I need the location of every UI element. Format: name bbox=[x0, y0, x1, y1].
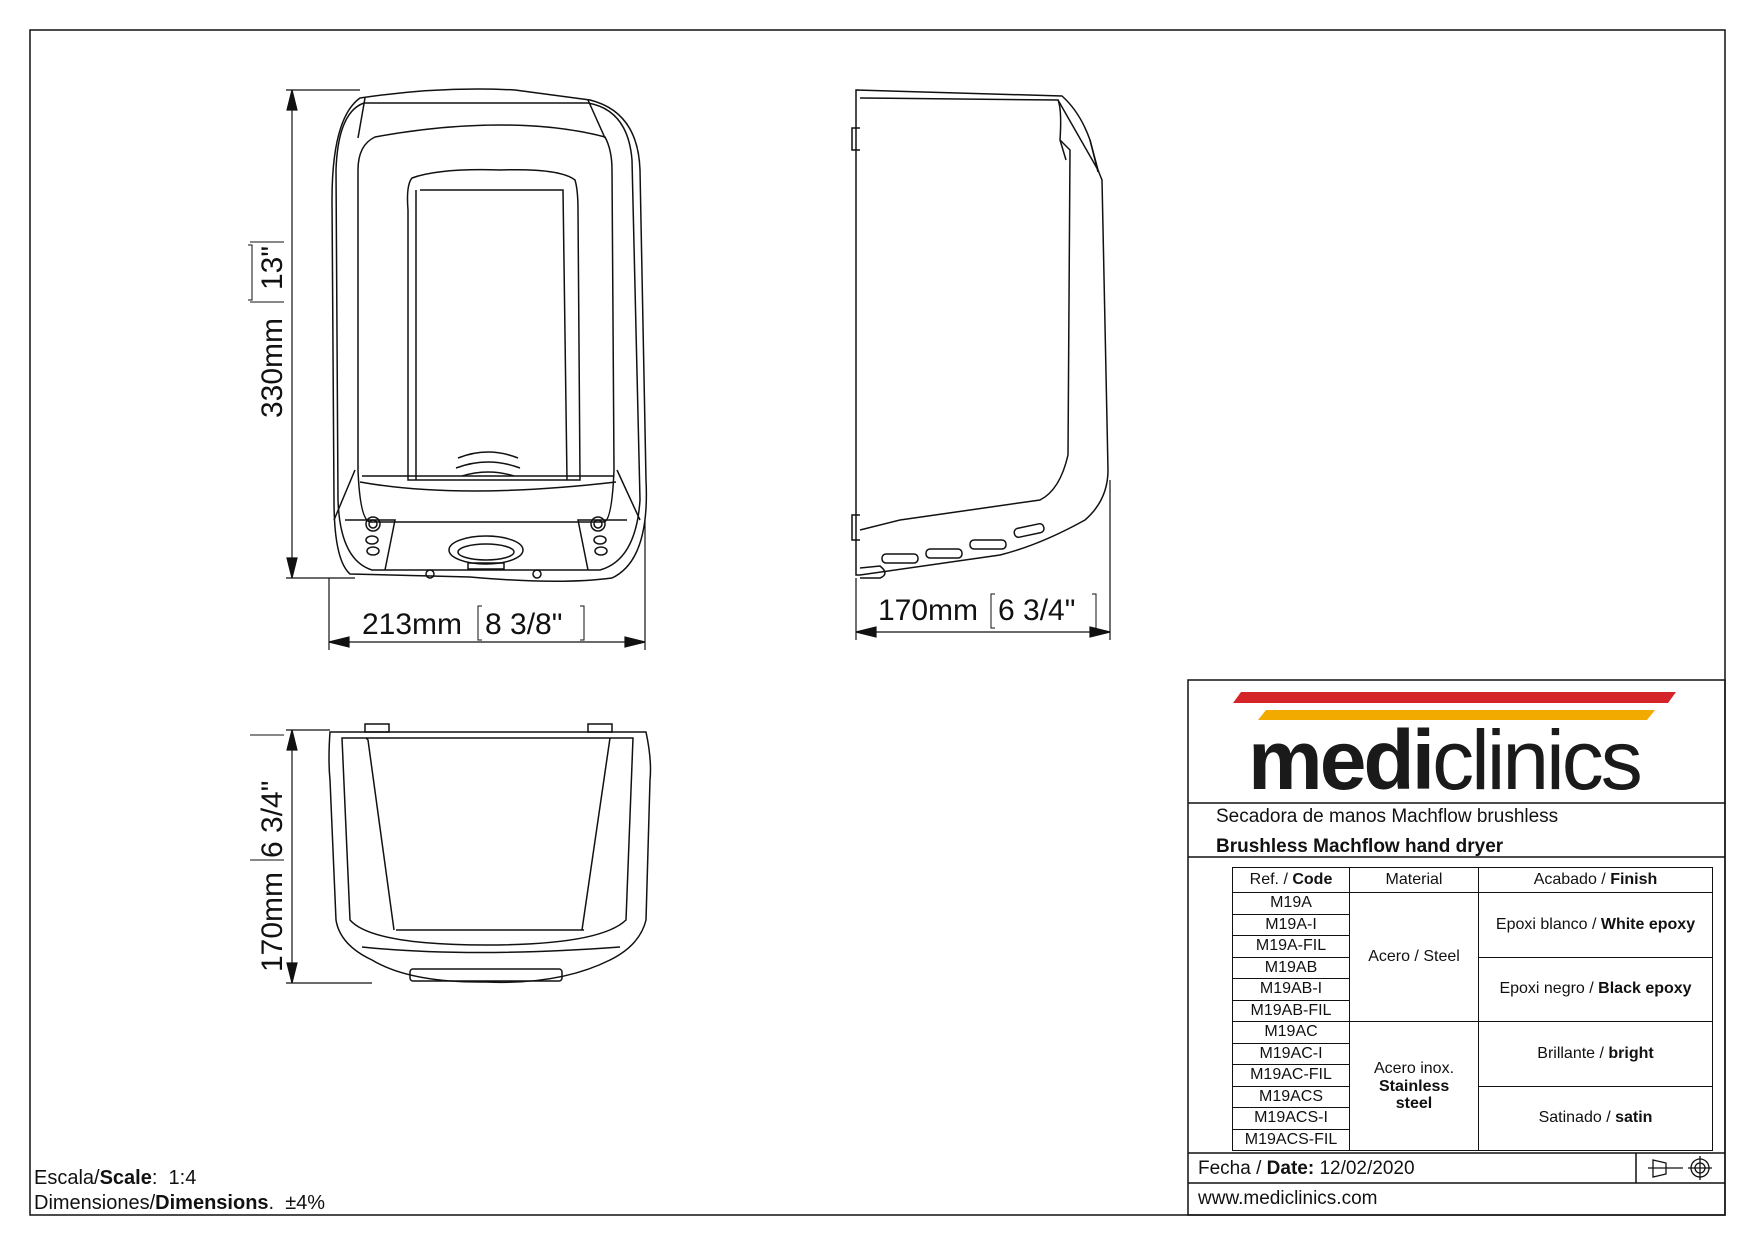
dimensions-tolerance: ±4% bbox=[285, 1192, 326, 1214]
code-cell: M19A bbox=[1233, 893, 1350, 915]
side-depth-in: 6 3/4" bbox=[998, 594, 1076, 627]
date-value: 12/02/2020 bbox=[1319, 1158, 1415, 1179]
title-spanish: Secadora de manos Machflow brushless bbox=[1216, 806, 1559, 827]
codes-table bbox=[1232, 867, 1713, 1151]
front-view bbox=[332, 89, 646, 581]
scale-value: 1:4 bbox=[168, 1167, 197, 1189]
finish-cell: Epoxi negro / Black epoxy bbox=[1479, 957, 1713, 1022]
code-cell: M19AB bbox=[1233, 957, 1350, 979]
code-cell: M19AC-I bbox=[1233, 1043, 1350, 1065]
table-row bbox=[1233, 1022, 1713, 1044]
code-cell: M19AC-FIL bbox=[1233, 1065, 1350, 1087]
first-angle-projection-icon bbox=[1648, 1156, 1712, 1180]
code-cell: M19A-FIL bbox=[1233, 936, 1350, 958]
scale-label: Escala/Scale: 1:4 bbox=[34, 1167, 197, 1189]
finish-cell: Satinado / satin bbox=[1479, 1086, 1713, 1151]
logo-thin-part: clinics bbox=[1432, 713, 1640, 807]
code-cell: M19ACS-I bbox=[1233, 1108, 1350, 1130]
dimensions-label: Dimensiones/Dimensions. ±4% bbox=[34, 1192, 326, 1214]
code-cell: M19AB-I bbox=[1233, 979, 1350, 1001]
red-stripe bbox=[1233, 692, 1676, 703]
code-cell: M19A-I bbox=[1233, 914, 1350, 936]
code-cell: M19ACS-FIL bbox=[1233, 1129, 1350, 1151]
material-cell: Acero inox. Stainless steel bbox=[1350, 1022, 1479, 1151]
side-depth-mm: 170mm bbox=[878, 594, 979, 627]
bottom-depth-in: 6 3/4" bbox=[256, 780, 289, 858]
front-width-mm: 213mm bbox=[362, 608, 463, 641]
logo-bold-part: medi bbox=[1248, 713, 1433, 807]
table-header-row bbox=[1233, 868, 1713, 893]
bottom-depth-mm: 170mm bbox=[256, 871, 289, 972]
material-cell: Acero / Steel bbox=[1350, 893, 1479, 1022]
side-view bbox=[852, 90, 1108, 578]
table-row bbox=[1233, 893, 1713, 915]
code-cell: M19AB-FIL bbox=[1233, 1000, 1350, 1022]
date-line: Fecha / Date: 12/02/2020 bbox=[1198, 1158, 1415, 1179]
bracket bbox=[248, 245, 252, 300]
header-material: Material bbox=[1350, 868, 1479, 893]
title-english: Brushless Machflow hand dryer bbox=[1216, 836, 1504, 857]
header-finish: Acabado / Finish bbox=[1479, 868, 1713, 893]
finish-cell: Brillante / bright bbox=[1479, 1022, 1713, 1087]
website: www.mediclinics.com bbox=[1198, 1188, 1378, 1209]
front-height-dimension bbox=[286, 90, 645, 650]
header-code: Ref. / Code bbox=[1233, 868, 1350, 893]
code-cell: M19AC bbox=[1233, 1022, 1350, 1044]
front-height-mm: 330mm bbox=[256, 317, 289, 418]
bottom-view bbox=[329, 724, 651, 982]
front-height-in: 13" bbox=[256, 245, 289, 290]
front-width-in: 8 3/8" bbox=[485, 608, 563, 641]
code-cell: M19ACS bbox=[1233, 1086, 1350, 1108]
mediclinics-logo bbox=[1248, 713, 1640, 807]
finish-cell: Epoxi blanco / White epoxy bbox=[1479, 893, 1713, 958]
